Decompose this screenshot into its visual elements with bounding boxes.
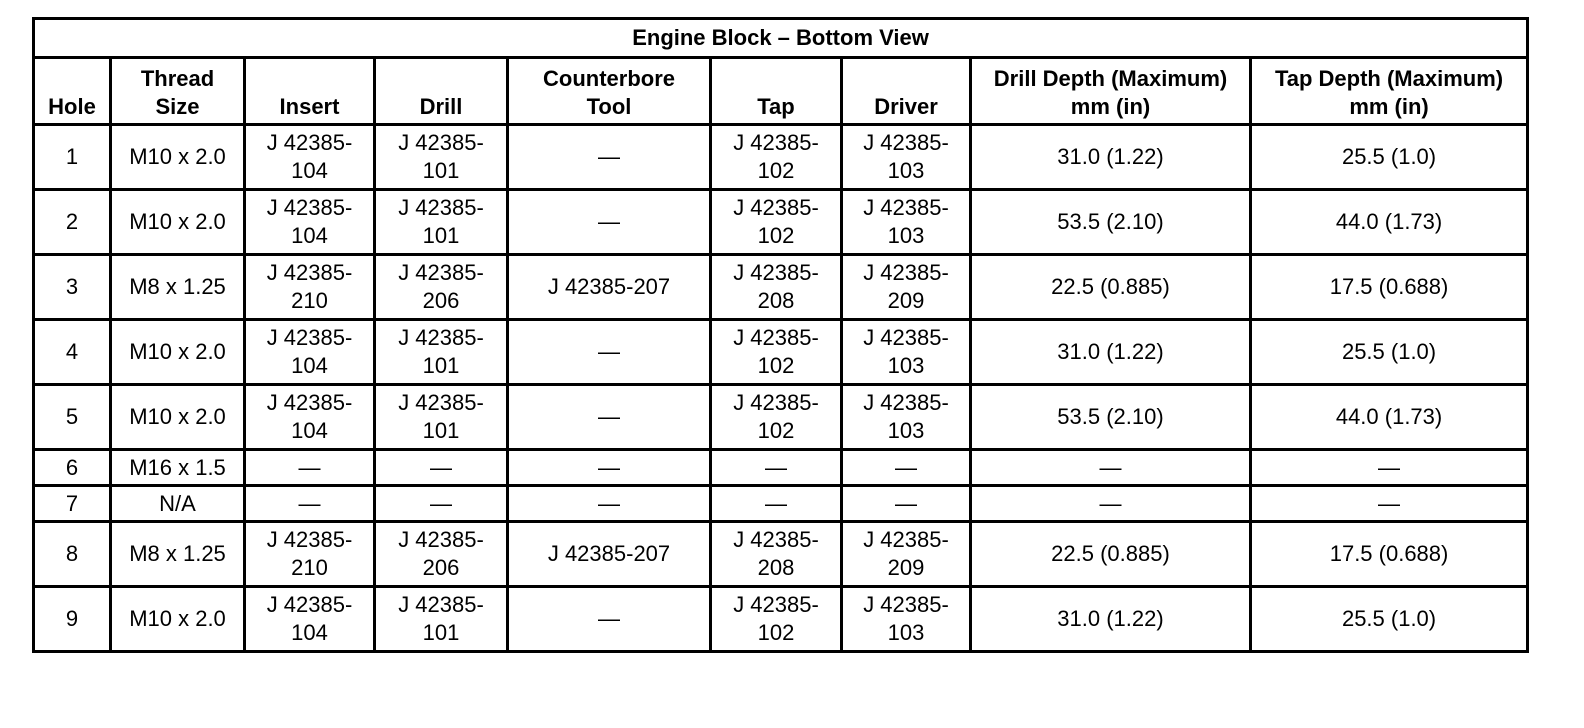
cell-tap: J 42385- 102 bbox=[711, 587, 842, 652]
cell-thread-size: N/A bbox=[111, 486, 245, 522]
cell-drill: J 42385- 101 bbox=[375, 190, 508, 255]
cell-counterbore-tool: J 42385-207 bbox=[508, 522, 711, 587]
cell-drill: J 42385- 206 bbox=[375, 255, 508, 320]
cell-tap: J 42385- 102 bbox=[711, 190, 842, 255]
column-header-tap-depth: Tap Depth (Maximum) mm (in) bbox=[1251, 58, 1528, 125]
cell-driver: J 42385- 209 bbox=[842, 255, 971, 320]
table-header-row bbox=[34, 58, 1528, 125]
cell-drill-depth: — bbox=[971, 450, 1251, 486]
column-header-insert: Insert bbox=[245, 58, 375, 125]
cell-drill-depth: — bbox=[971, 486, 1251, 522]
cell-drill: — bbox=[375, 486, 508, 522]
cell-counterbore-tool: — bbox=[508, 587, 711, 652]
cell-thread-size: M10 x 2.0 bbox=[111, 320, 245, 385]
table-body bbox=[34, 125, 1528, 652]
cell-driver: J 42385- 103 bbox=[842, 385, 971, 450]
cell-driver: J 42385- 103 bbox=[842, 190, 971, 255]
cell-hole: 9 bbox=[34, 587, 111, 652]
cell-tap-depth: — bbox=[1251, 486, 1528, 522]
table-row bbox=[34, 190, 1528, 255]
column-header-counterbore-tool: Counterbore Tool bbox=[508, 58, 711, 125]
cell-drill: J 42385- 101 bbox=[375, 587, 508, 652]
cell-hole: 3 bbox=[34, 255, 111, 320]
table-row bbox=[34, 385, 1528, 450]
cell-drill: J 42385- 101 bbox=[375, 385, 508, 450]
cell-tap-depth: 25.5 (1.0) bbox=[1251, 125, 1528, 190]
cell-drill-depth: 53.5 (2.10) bbox=[971, 385, 1251, 450]
cell-insert: J 42385- 210 bbox=[245, 522, 375, 587]
cell-hole: 1 bbox=[34, 125, 111, 190]
cell-thread-size: M10 x 2.0 bbox=[111, 190, 245, 255]
cell-counterbore-tool: J 42385-207 bbox=[508, 255, 711, 320]
cell-hole: 4 bbox=[34, 320, 111, 385]
cell-drill: — bbox=[375, 450, 508, 486]
cell-drill-depth: 31.0 (1.22) bbox=[971, 587, 1251, 652]
cell-drill-depth: 22.5 (0.885) bbox=[971, 255, 1251, 320]
table-row bbox=[34, 587, 1528, 652]
cell-insert: — bbox=[245, 486, 375, 522]
cell-counterbore-tool: — bbox=[508, 125, 711, 190]
cell-tap-depth: 44.0 (1.73) bbox=[1251, 385, 1528, 450]
cell-driver: J 42385- 103 bbox=[842, 125, 971, 190]
cell-hole: 5 bbox=[34, 385, 111, 450]
column-header-drill: Drill bbox=[375, 58, 508, 125]
table-row bbox=[34, 486, 1528, 522]
cell-thread-size: M16 x 1.5 bbox=[111, 450, 245, 486]
cell-drill: J 42385- 101 bbox=[375, 320, 508, 385]
cell-counterbore-tool: — bbox=[508, 320, 711, 385]
cell-tap-depth: 44.0 (1.73) bbox=[1251, 190, 1528, 255]
cell-thread-size: M8 x 1.25 bbox=[111, 255, 245, 320]
cell-driver: J 42385- 209 bbox=[842, 522, 971, 587]
cell-driver: — bbox=[842, 486, 971, 522]
cell-insert: J 42385- 104 bbox=[245, 587, 375, 652]
cell-drill-depth: 53.5 (2.10) bbox=[971, 190, 1251, 255]
cell-tap: J 42385- 102 bbox=[711, 125, 842, 190]
table-row bbox=[34, 255, 1528, 320]
cell-counterbore-tool: — bbox=[508, 486, 711, 522]
cell-thread-size: M10 x 2.0 bbox=[111, 385, 245, 450]
cell-thread-size: M8 x 1.25 bbox=[111, 522, 245, 587]
cell-tap-depth: 25.5 (1.0) bbox=[1251, 587, 1528, 652]
cell-hole: 8 bbox=[34, 522, 111, 587]
cell-hole: 7 bbox=[34, 486, 111, 522]
cell-driver: J 42385- 103 bbox=[842, 587, 971, 652]
cell-thread-size: M10 x 2.0 bbox=[111, 587, 245, 652]
cell-thread-size: M10 x 2.0 bbox=[111, 125, 245, 190]
cell-insert: J 42385- 104 bbox=[245, 125, 375, 190]
table-row bbox=[34, 450, 1528, 486]
cell-insert: J 42385- 104 bbox=[245, 320, 375, 385]
column-header-thread-size: Thread Size bbox=[111, 58, 245, 125]
column-header-hole: Hole bbox=[34, 58, 111, 125]
column-header-driver: Driver bbox=[842, 58, 971, 125]
cell-hole: 6 bbox=[34, 450, 111, 486]
cell-tap-depth: — bbox=[1251, 450, 1528, 486]
cell-tap: — bbox=[711, 450, 842, 486]
cell-insert: — bbox=[245, 450, 375, 486]
cell-hole: 2 bbox=[34, 190, 111, 255]
cell-insert: J 42385- 104 bbox=[245, 190, 375, 255]
table-title-row bbox=[34, 19, 1528, 58]
cell-counterbore-tool: — bbox=[508, 190, 711, 255]
column-header-drill-depth: Drill Depth (Maximum) mm (in) bbox=[971, 58, 1251, 125]
cell-counterbore-tool: — bbox=[508, 450, 711, 486]
column-header-tap: Tap bbox=[711, 58, 842, 125]
table-row bbox=[34, 125, 1528, 190]
table-row bbox=[34, 320, 1528, 385]
cell-tap: — bbox=[711, 486, 842, 522]
cell-drill-depth: 22.5 (0.885) bbox=[971, 522, 1251, 587]
engine-block-spec-table bbox=[32, 17, 1529, 653]
cell-tap: J 42385- 102 bbox=[711, 385, 842, 450]
cell-insert: J 42385- 210 bbox=[245, 255, 375, 320]
cell-counterbore-tool: — bbox=[508, 385, 711, 450]
cell-driver: J 42385- 103 bbox=[842, 320, 971, 385]
cell-tap: J 42385- 208 bbox=[711, 522, 842, 587]
cell-tap-depth: 17.5 (0.688) bbox=[1251, 522, 1528, 587]
cell-tap-depth: 25.5 (1.0) bbox=[1251, 320, 1528, 385]
cell-insert: J 42385- 104 bbox=[245, 385, 375, 450]
cell-drill-depth: 31.0 (1.22) bbox=[971, 125, 1251, 190]
cell-drill: J 42385- 206 bbox=[375, 522, 508, 587]
cell-tap: J 42385- 208 bbox=[711, 255, 842, 320]
table-title: Engine Block – Bottom View bbox=[34, 19, 1528, 58]
cell-drill: J 42385- 101 bbox=[375, 125, 508, 190]
cell-drill-depth: 31.0 (1.22) bbox=[971, 320, 1251, 385]
cell-driver: — bbox=[842, 450, 971, 486]
cell-tap-depth: 17.5 (0.688) bbox=[1251, 255, 1528, 320]
cell-tap: J 42385- 102 bbox=[711, 320, 842, 385]
table-row bbox=[34, 522, 1528, 587]
